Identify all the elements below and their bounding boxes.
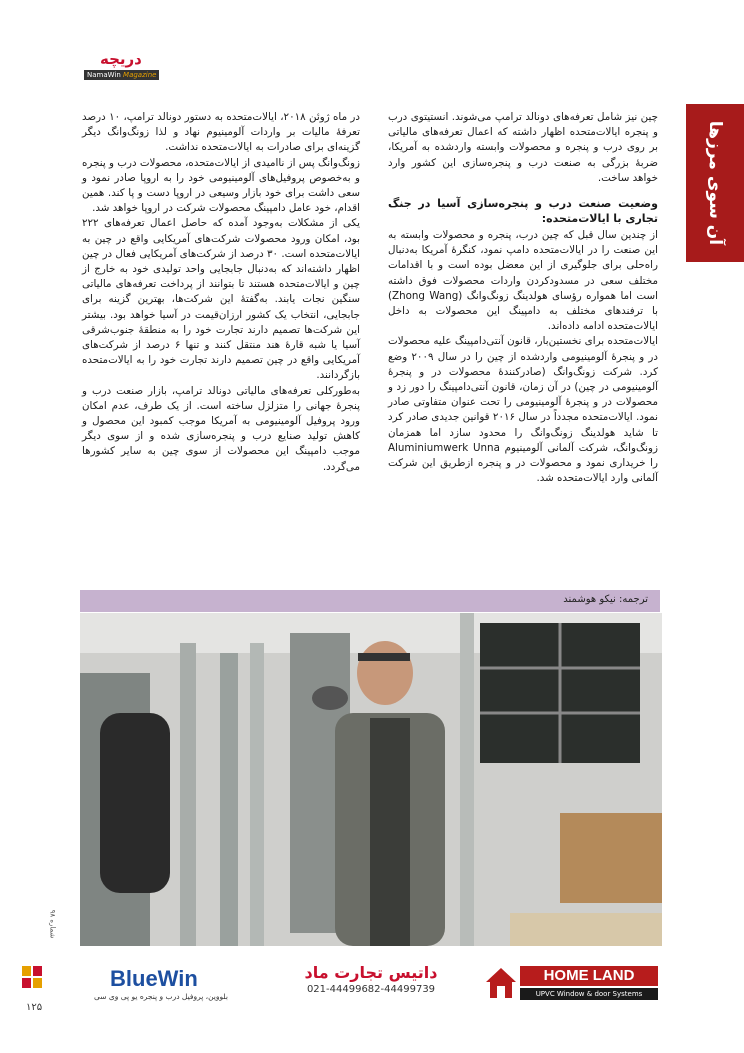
issue-number: شماره ۹۸: [48, 909, 57, 939]
translator-credit: ترجمه: نیکو هوشمند: [563, 594, 648, 605]
page-number: ۱۲۵: [26, 1002, 43, 1013]
article-column-left: [82, 110, 360, 475]
datis-name: داتیس تجارت ماد: [304, 963, 438, 982]
section-tab-label: آن سوی مرزها: [705, 120, 726, 246]
house-icon: [484, 966, 518, 1000]
paragraph: ایالات‌متحده برای نخستین‌بار، قانون آنتی‌دامپینگ علیه محصولات در و پنجرهٔ آلومینیومی واردشده از چین را در سال ۲۰۰۹ وضع کرد. شرکت زونگ‌وانگ (صادرکنندهٔ محصولات در و پنجرهٔ آلومینیومی در چین) در آن زمان، قانون آنتی‌دامپینگ را دور زد و محصولات در و پنجرهٔ آلومینیومی را تحت عنوان متفاوتی صادر نمود. ایالات‌متحده مجدداً در سال ۲۰۱۶ قوانین جدیدی صادر کرد تا شاید هولدینگ زونگ‌وانگ را محدود سازد اما همزمان زونگ‌وانگ، شرکت آلمانی آلومینیوم Aluminiumwerk Unna را خریداری نمود و محصولات در و پنجره ازطریق این شرکت آلمانی وارد ایالات‌متحده شد.: [388, 335, 658, 485]
worker-installing-window-illustration: [80, 613, 662, 946]
paragraph: چین نیز شامل تعرفه‌های دونالد ترامپ می‌شوند. انستیتوی درب و پنجره ایالات‌متحده اظهار داشته که اعمال تعرفه‌های مالیاتی بر روی درب و پنجره و محصولات وابسته واردشده به آمریکا، ضربهٔ بزرگی به صنعت درب و پنجره‌سازی این کشور وارد خواهد ساخت.: [388, 111, 658, 184]
homeland-name: HOME LAND: [520, 966, 658, 986]
paragraph: از چندین سال قبل که چین درب، پنجره و محصولات وابسته به این صنعت را در ایالات‌متحده دامپ نمود، کنگرهٔ آمریکا به‌دنبال راه‌حلی برای جلوگیری از این معضل بوده است و با اقدامات مختلف سعی در مسدودکردن واردات محصولات فوق داشته است اما همواره رؤسای هولدینگ زونگ‌وانگ (Zhong Wang) با ترفندهای مختلف به دامپینگ این محصولات به داخل ایالات‌متحده ادامه داده‌اند.: [388, 229, 658, 333]
translator-credit-bar: [80, 590, 660, 612]
logo-magazine: Magazine: [123, 71, 157, 79]
bluewin-tagline: بلووین، پروفیل درب و پنجره یو پی وی سی: [94, 992, 228, 1001]
page-info: [20, 909, 64, 1030]
paragraph: به‌طورکلی تعرفه‌های مالیاتی دونالد ترامپ، بازار صنعت درب و پنجرهٔ جهانی را متزلزل ساخته است. از یک طرف، عدم امکان ورود پروفیل آلومینیومی به آمریکا موجب کمبود این محصول و کاهش تولید صنایع درب و پنجره‌سازی شده و از سوی دیگر موجب دامپینگ این محصولات از سوی چین به سایر کشورها می‌گردد.: [82, 384, 360, 473]
datis-phone: 021-44499682-44499739: [306, 984, 436, 995]
paragraph: زونگ‌وانگ پس از ناامیدی از ایالات‌متحده، محصولات درب و پنجره و به‌خصوص پروفیل‌های آلومینیومی خود را به اروپا صادر نمود و سعی داشت برای خود بازار وسیعی در اروپا دست و پا کند. همین اقدام، خود عامل دامپینگ محصولات شرکت در اروپا خواهد شد.: [82, 156, 360, 215]
bluewin-name: BlueWin: [110, 966, 198, 991]
section-heading: وضعیت صنعت درب و پنجره‌سازی آسیا در جنگ تجاری با ایالات‌متحده:: [388, 197, 658, 226]
article-column-right: [388, 110, 658, 486]
ad-homeland: [480, 962, 660, 1004]
paragraph: یکی از مشکلات به‌وجود آمده که حاصل اعمال تعرفه‌های ۲۲۲ بود، امکان ورود محصولات شرکت‌های آمریکایی واقع در چین به ایالات‌متحده است. ۳۰ درصد از شرکت‌های آمریکایی فعال در چین اظهار داشته‌اند که به‌دنبال جابجایی واحد تولیدی خود به خارج از چین و ایالات‌متحده هستند تا بتوانند از پرداخت تعرفه‌های مالیاتی سنگین نجات یابند. به‌گفتهٔ این شرکت‌ها، بهترین گزینه برای جابجایی، انتخاب یک کشور ارزان‌قیمت در آسیا خواهد بود. بیشتر این شرکت‌ها تصمیم دارند تجارت خود را به منطقهٔ جنوب‌شرقی آسیا یا شبه قارهٔ هند منتقل کنند و تنها ۶ درصد از شرکت‌های آمریکایی واقع در چین تصمیم دارند تجارت خود را به ایالات‌متحده بازگردانند.: [82, 217, 360, 382]
magazine-mini-logo-icon: [20, 962, 44, 992]
logo-subtitle: [84, 70, 159, 80]
paragraph: در ماه ژوئن ۲۰۱۸، ایالات‌متحده به دستور دونالد ترامپ، ۱۰ درصد تعرفهٔ مالیات بر واردات آلومینیوم نهاد و لذا زونگ‌وانگ دیگر گزینه‌ای برای صادرات به ایالات‌متحده نداشت.: [82, 111, 360, 154]
homeland-tagline: UPVC Window & door Systems: [520, 988, 658, 1000]
section-tab: [686, 104, 744, 262]
logo-brand: NamaWin: [87, 71, 121, 79]
logo-wordmark: دریچه: [100, 50, 142, 68]
ad-datis: [276, 962, 466, 1004]
sponsor-ads: [80, 962, 662, 1004]
article-photo: [80, 613, 662, 946]
magazine-logo: [84, 50, 194, 84]
ad-bluewin: [80, 962, 260, 1004]
